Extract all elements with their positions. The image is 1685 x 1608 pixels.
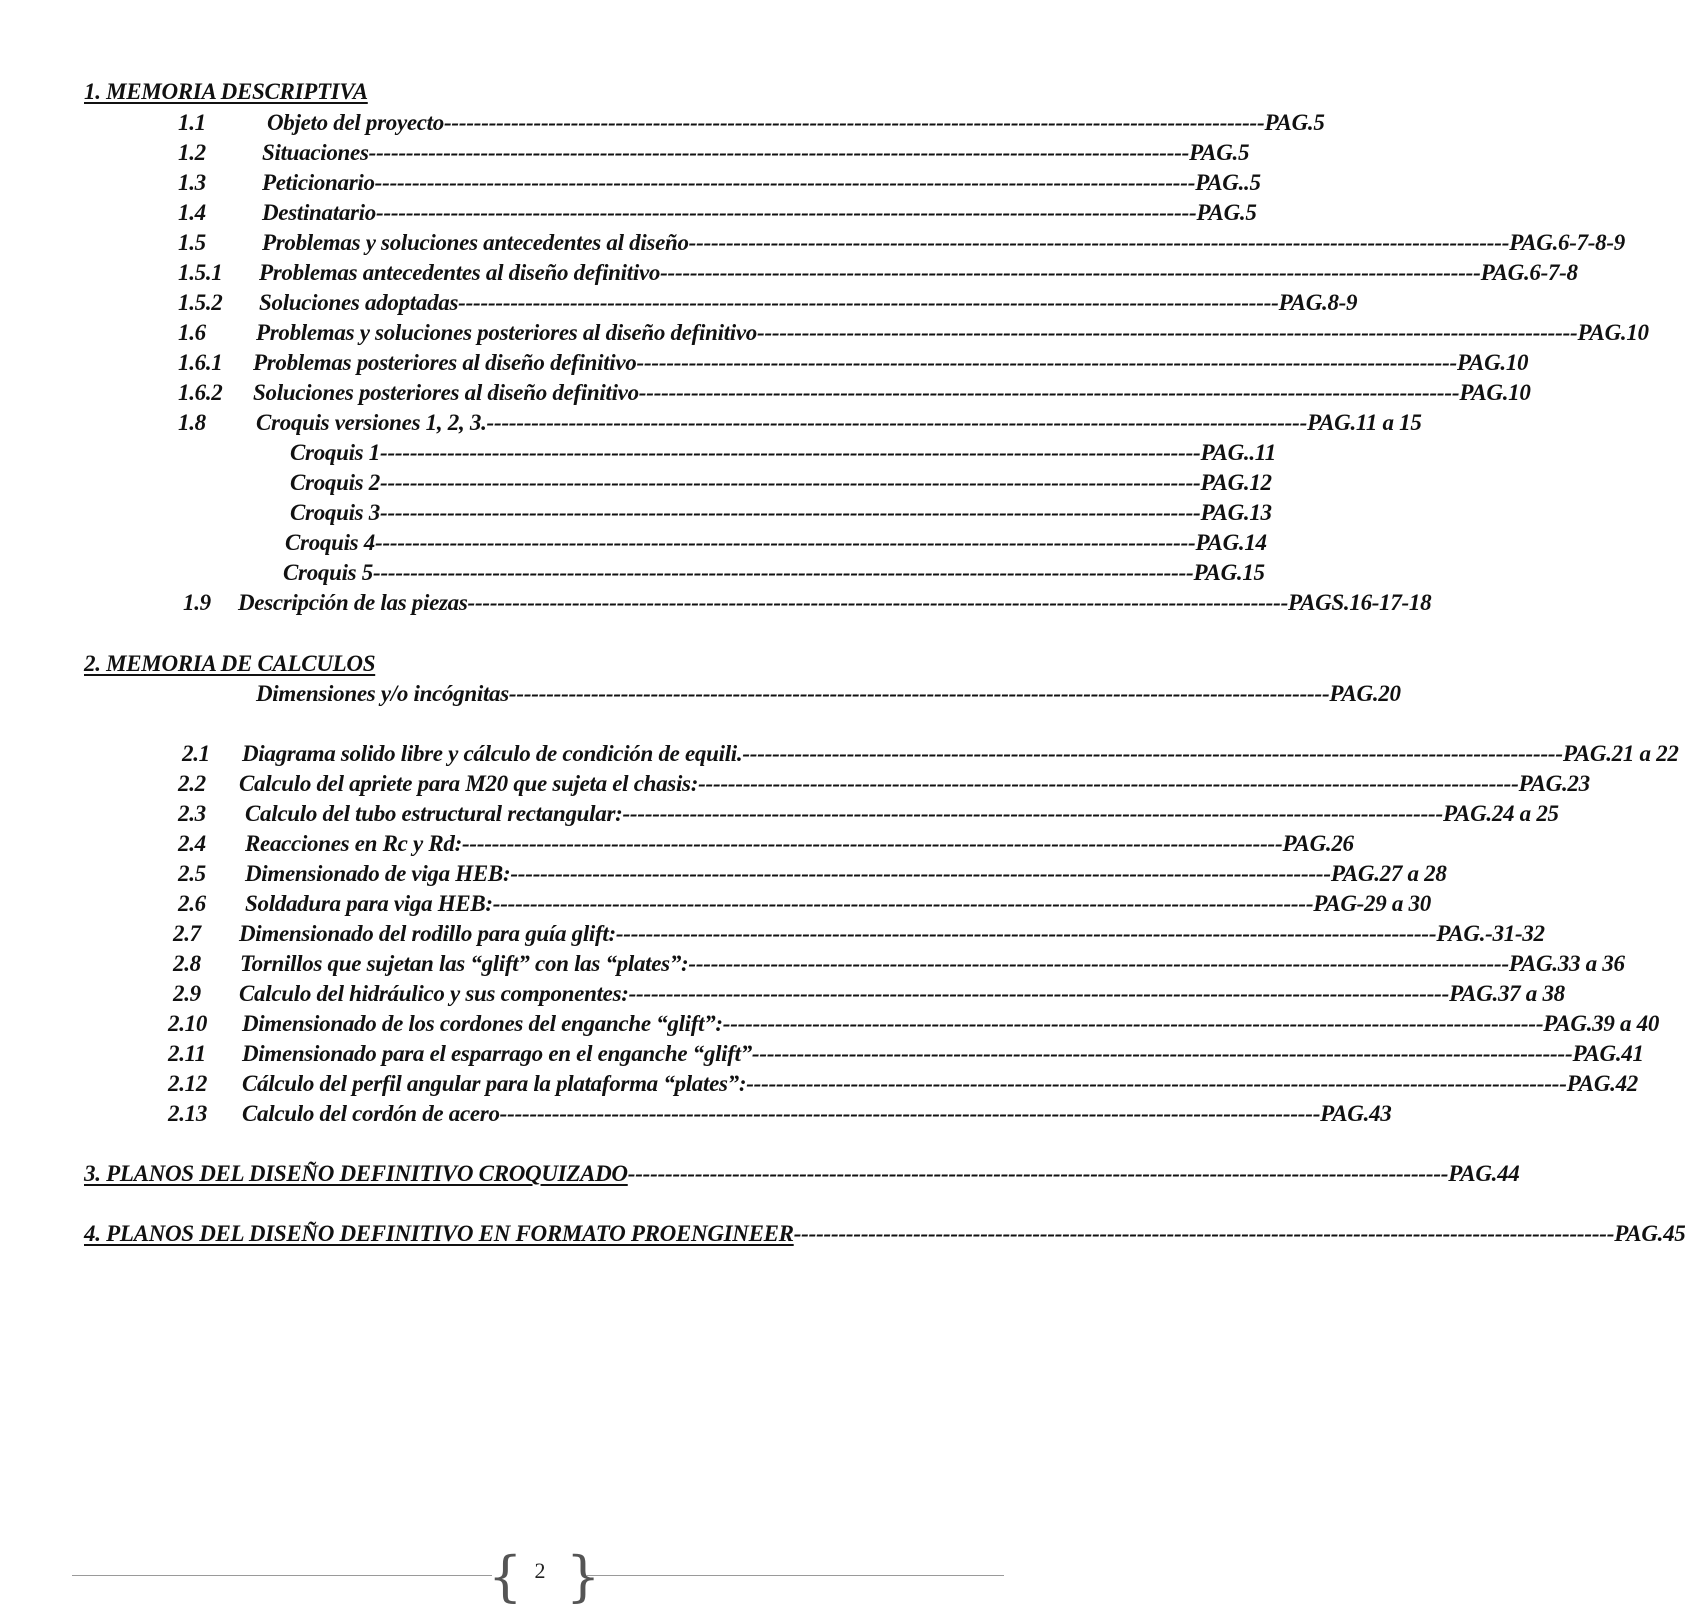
toc-entry: 2.6 Soldadura para viga HEB: -------------------------------------------------------------------------------------------------------------- PAG-29 a 30 [178,889,992,919]
section-heading-2: 2. MEMORIA DE CALCULOS [84,651,376,676]
toc-entry: Croquis 2 -------------------------------------------------------------------------------------------------------------- PAG.12 [290,468,988,498]
dot-leader: -------------------------------------------------------------------------------------------------------------- [379,440,1201,465]
toc-entry: 2.10 Dimensionado de los cordones del enganche “glift”: -------------------------------------------------------------------------------------------------------------- PAG.39 a 40 [168,1009,986,1039]
dot-leader: -------------------------------------------------------------------------------------------------------------- [379,470,1201,495]
toc-entry: Croquis 1 -------------------------------------------------------------------------------------------------------------- PAG..11 [290,438,992,468]
toc-entry: 1.5.2 Soluciones adoptadas -------------------------------------------------------------------------------------------------------------- PAG.8-9 [178,288,990,318]
toc-entry: Croquis 4 -------------------------------------------------------------------------------------------------------------- PAG.14 [285,528,991,558]
footer-rule-right [586,1575,1004,1576]
dot-leader: -------------------------------------------------------------------------------------------------------------- [688,951,1509,976]
dot-leader: -------------------------------------------------------------------------------------------------------------- [499,1101,1321,1126]
toc-entry: 2.13 Calculo del cordón de acero -------------------------------------------------------------------------------------------------------------- PAG.43 [168,1099,990,1129]
dot-leader: -------------------------------------------------------------------------------------------------------------- [374,530,1196,555]
dot-leader: -------------------------------------------------------------------------------------------------------------- [615,921,1437,946]
toc-entry: Dimensiones y/o incógnitas -------------------------------------------------------------------------------------------------------------- PAG.20 [256,679,986,709]
dot-leader: -------------------------------------------------------------------------------------------------------------- [508,681,1330,706]
dot-leader: -------------------------------------------------------------------------------------------------------------- [688,230,1510,255]
toc-entry: 2.4 Reacciones en Rc y Rd: -------------------------------------------------------------------------------------------------------------- PAG.26 [178,829,992,859]
toc-entry: 2.3 Calculo del tubo estructural rectangular: -------------------------------------------------------------------------------------------------------------- PAG.24 a 25 [178,799,990,829]
toc-entry: 1.2 Situaciones -------------------------------------------------------------------------------------------------------------- PAG.5 [178,138,992,168]
toc-entry: 2.5 Dimensionado de viga HEB: -------------------------------------------------------------------------------------------------------------- PAG.27 a 28 [178,859,990,889]
right-brace-icon: } [566,1545,601,1608]
toc-entry: 1.6.1 Problemas posteriores al diseño definitivo -------------------------------------------------------------------------------------------------------------- PAG.10 [178,348,992,378]
toc-entry: 2.12 Cálculo del perfil angular para la plataforma “plates”: -------------------------------------------------------------------------------------------------------------- PAG.42 [168,1069,988,1099]
toc-entry: Croquis 3 -------------------------------------------------------------------------------------------------------------- PAG.13 [290,498,988,528]
page-number: 2 [534,1558,546,1583]
dot-leader: -------------------------------------------------------------------------------------------------------------- [742,741,1563,766]
toc-entry: 2.2 Calculo del apriete para M20 que sujeta el chasis: -------------------------------------------------------------------------------------------------------------- PAG.23 [178,769,992,799]
toc-entry: 2.9 Calculo del hidráulico y sus componentes: -------------------------------------------------------------------------------------------------------------- PAG.37 a 38 [173,979,989,1009]
dot-leader: -------------------------------------------------------------------------------------------------------------- [379,500,1201,525]
dot-leader: -------------------------------------------------------------------------------------------------------------- [368,140,1190,165]
dot-leader: -------------------------------------------------------------------------------------------------------------- [461,831,1283,856]
toc-entry: 2.8 Tornillos que sujetan las “glift” con las “plates”: -------------------------------------------------------------------------------------------------------------- PAG.33 a 36 [173,949,989,979]
dot-leader: -------------------------------------------------------------------------------------------------------------- [443,110,1265,135]
toc-entry: 1.3 Peticionario -------------------------------------------------------------------------------------------------------------- PAG..5 [178,168,988,198]
section-heading-1: 1. MEMORIA DESCRIPTIVA [84,79,368,104]
toc-entry: 1.5 Problemas y soluciones antecedentes al diseño -------------------------------------------------------------------------------------------------------------- PAG.6-7-8-9 [178,228,992,258]
toc-entry: 1.5.1 Problemas antecedentes al diseño definitivo -------------------------------------------------------------------------------------------------------------- PAG.6-7-8 [178,258,990,288]
toc-entry: 2.1 Diagrama solido libre y cálculo de condición de equili. -------------------------------------------------------------------------------------------------------------- PAG.21 a 22 [182,739,990,769]
toc-entry: 1.6.2 Soluciones posteriores al diseño definitivo -------------------------------------------------------------------------------------------------------------- PAG.10 [178,378,992,408]
dot-leader: -------------------------------------------------------------------------------------------------------------- [622,801,1443,826]
dot-leader: -------------------------------------------------------------------------------------------------------------- [660,260,1481,285]
left-brace-icon: { [488,1545,523,1608]
dot-leader: -------------------------------------------------------------------------------------------------------------- [375,200,1197,225]
dot-leader: -------------------------------------------------------------------------------------------------------------- [722,1011,1544,1036]
dot-leader: -------------------------------------------------------------------------------------------------------------- [492,891,1314,916]
toc-entry: 1.9 Descripción de las piezas -------------------------------------------------------------------------------------------------------------- PAGS.16-17-18 [183,588,986,618]
footer-rule-left [72,1575,492,1576]
dot-leader: -------------------------------------------------------------------------------------------------------------- [486,410,1308,435]
toc-entry: 2.7 Dimensionado del rodillo para guía glift: -------------------------------------------------------------------------------------------------------------- PAG.-31-32 [173,919,993,949]
dot-leader: -------------------------------------------------------------------------------------------------------------- [746,1071,1567,1096]
dot-leader: -------------------------------------------------------------------------------------------------------------- [374,170,1196,195]
toc-entry: 1.1 Objeto del proyecto -------------------------------------------------------------------------------------------------------------- PAG.5 [178,108,990,138]
toc-entry: 1.4 Destinatario -------------------------------------------------------------------------------------------------------------- PAG.5 [178,198,994,228]
dot-leader: -------------------------------------------------------------------------------------------------------------- [372,560,1194,585]
dot-leader: -------------------------------------------------------------------------------------------------------------- [467,590,1289,615]
section-heading-4: 4. PLANOS DEL DISEÑO DEFINITIVO EN FORMATO PROENGINEER -------------------------------------------------------------------------------------------------------------- PAG.45 [84,1219,992,1249]
toc-entry: Croquis 5 -------------------------------------------------------------------------------------------------------------- PAG.15 [283,558,989,588]
dot-leader: -------------------------------------------------------------------------------------------------------------- [793,1221,1615,1246]
dot-leader: -------------------------------------------------------------------------------------------------------------- [636,350,1458,375]
toc-entry: 2.11 Dimensionado para el esparrago en el enganche “glift” -------------------------------------------------------------------------------------------------------------- PAG.41 [168,1039,990,1069]
dot-leader: -------------------------------------------------------------------------------------------------------------- [510,861,1331,886]
dot-leader: -------------------------------------------------------------------------------------------------------------- [757,320,1578,345]
toc-entry: 1.8 Croquis versiones 1, 2, 3. -------------------------------------------------------------------------------------------------------------- PAG.11 a 15 [178,408,992,438]
toc-entry: 1.6 Problemas y soluciones posteriores al diseño definitivo -------------------------------------------------------------------------------------------------------------- PAG.10 [178,318,992,348]
dot-leader: -------------------------------------------------------------------------------------------------------------- [751,1041,1573,1066]
dot-leader: -------------------------------------------------------------------------------------------------------------- [698,771,1519,796]
dot-leader: -------------------------------------------------------------------------------------------------------------- [627,1161,1449,1186]
dot-leader: -------------------------------------------------------------------------------------------------------------- [638,380,1460,405]
section-heading-3: 3. PLANOS DEL DISEÑO DEFINITIVO CROQUIZADO -------------------------------------------------------------------------------------------------------------- PAG.44 [84,1159,992,1189]
dot-leader: -------------------------------------------------------------------------------------------------------------- [458,290,1279,315]
dot-leader: -------------------------------------------------------------------------------------------------------------- [628,981,1450,1006]
